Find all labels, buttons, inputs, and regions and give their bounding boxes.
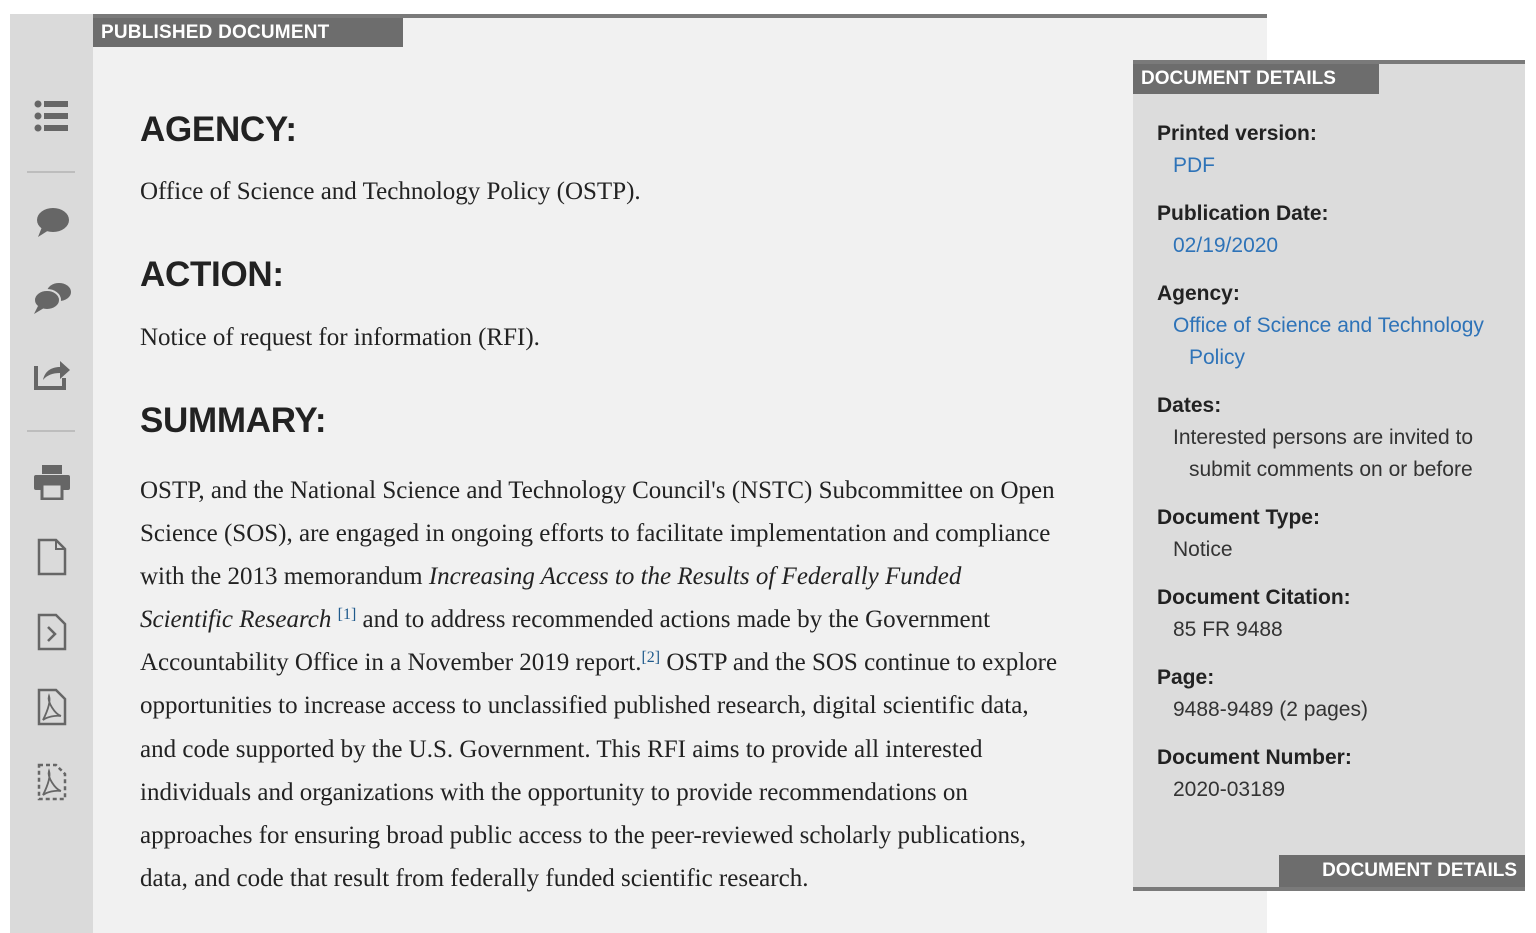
summary-part-2: and to address recommended actions made by the Government Accountability Office in a November 2019 report. — [140, 606, 991, 677]
footnote-link-1[interactable]: [1] — [337, 606, 357, 624]
page-label: Page: — [1157, 666, 1215, 689]
pdf-dashed-icon[interactable] — [30, 760, 74, 804]
summary-text — [140, 469, 1060, 900]
document-citation-label: Document Citation: — [1157, 586, 1351, 609]
document-details-toggle[interactable]: DOCUMENT DETAILS — [1279, 855, 1525, 887]
document-number-label: Document Number: — [1157, 746, 1352, 769]
pdf-icon[interactable] — [30, 685, 74, 729]
dates-label: Dates: — [1157, 394, 1222, 417]
document-citation-value: 85 FR 9488 — [1173, 618, 1283, 641]
dates-value: Interested persons are invited to submit comments on or before — [1173, 426, 1474, 481]
agency-heading: AGENCY: — [140, 110, 297, 149]
document-number-value: 2020-03189 — [1173, 778, 1286, 801]
printed-version-label: Printed version: — [1157, 122, 1317, 145]
memorandum-title: Increasing Access to the Results of Federally Funded Scientific Research — [140, 563, 962, 634]
summary-part-1: OSTP, and the National Science and Technology Council's (NSTC) Subcommittee on Open Science (SOS), are engaged in ongoing efforts to facilitate implementation and compliance with the 2013 memorandum — [140, 477, 1055, 591]
page-value: 9488-9489 (2 pages) — [1173, 698, 1368, 721]
document-type-value: Notice — [1173, 538, 1233, 561]
document-details-panel — [1133, 60, 1525, 891]
comment-icon[interactable] — [30, 201, 74, 245]
sidebar-divider — [27, 430, 75, 432]
document-type-label: Document Type: — [1157, 506, 1320, 529]
tool-sidebar — [10, 14, 93, 933]
footnote-link-2[interactable]: [2] — [641, 649, 661, 667]
document-next-icon[interactable] — [30, 610, 74, 654]
pdf-link[interactable]: PDF — [1173, 154, 1215, 177]
published-document-panel — [93, 14, 1267, 933]
print-icon[interactable] — [30, 460, 74, 504]
sidebar-divider — [27, 171, 75, 173]
summary-heading: SUMMARY: — [140, 401, 327, 440]
publication-date-label: Publication Date: — [1157, 202, 1329, 225]
comments-icon[interactable] — [30, 276, 74, 320]
published-document-tab: PUBLISHED DOCUMENT — [93, 18, 403, 47]
summary-part-3: OSTP and the SOS continue to explore opportunities to increase access to unclassified published research, digital scientific data, and code supported by the U.S. Government. This RFI aims to provide all interested individuals and organizations with the opportunity to provide recommendations on approaches for ensuring broad public access to the peer-reviewed scholarly publications, data, and code that result from federally funded scientific research. — [140, 649, 1058, 892]
document-details-tab: DOCUMENT DETAILS — [1133, 64, 1379, 94]
publication-date-link[interactable]: 02/19/2020 — [1173, 234, 1279, 257]
share-icon[interactable] — [30, 351, 74, 395]
table-of-contents-icon[interactable] — [30, 94, 74, 138]
action-text: Notice of request for information (RFI). — [140, 324, 540, 351]
agency-label: Agency: — [1157, 282, 1240, 305]
agency-text: Office of Science and Technology Policy (OSTP). — [140, 178, 641, 205]
action-heading: ACTION: — [140, 255, 284, 294]
agency-link[interactable]: Office of Science and Technology Policy — [1173, 314, 1484, 369]
document-icon[interactable] — [30, 535, 74, 579]
